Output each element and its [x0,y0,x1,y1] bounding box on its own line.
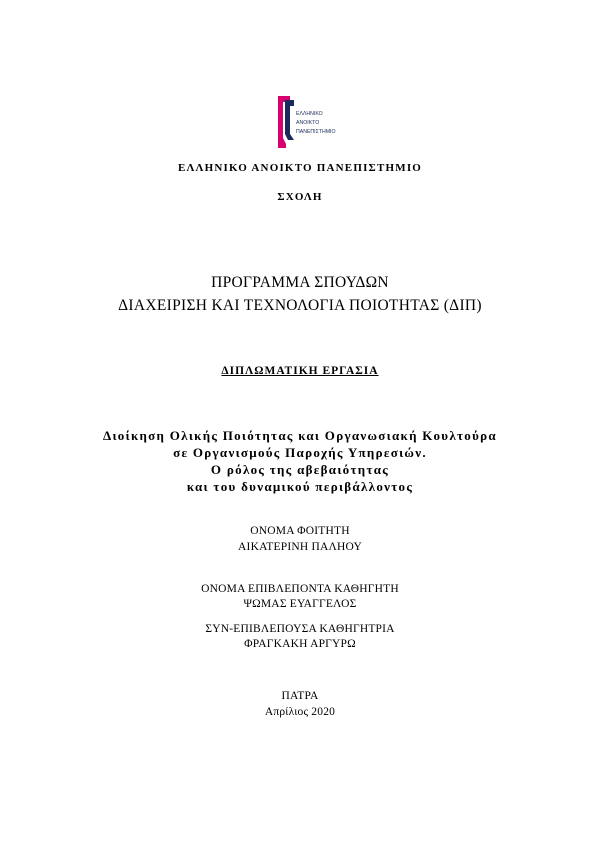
student-name: ΑΙΚΑΤΕΡΙΝΗ ΠΑΛΗΟΥ [238,541,362,553]
university-name: ΕΛΛΗΝΙΚΟ ΑΝΟΙΚΤΟ ΠΑΝΕΠΙΣΤΗΜΙΟ [177,162,423,174]
title-line-4: και του δυναμικού περιβάλλοντος [186,479,414,494]
program-line-2: ΔΙΑΧΕΙΡΙΣΗ ΚΑΙ ΤΕΧΝΟΛΟΓΙΑ ΠΟΙΟΤΗΤΑΣ (ΔΙΠ) [118,297,482,314]
title-line-1: Διοίκηση Ολικής Ποιότητας και Οργανωσιακή Κουλτούρα [103,428,497,443]
supervisor-name: ΨΩΜΑΣ ΕΥΑΓΓΕΛΟΣ [243,598,357,610]
logo-text-line-1: ΕΛΛΗΝΙΚΟ [296,111,323,117]
date: Απρίλιος 2020 [264,706,336,718]
program-line-1: ΠΡΟΓΡΑΜΜΑ ΣΠΟΥΔΩΝ [211,274,389,291]
logo-text-line-3: ΠΑΝΕΠΙΣΤΗΜΙΟ [296,129,336,135]
co-supervisor-label: ΣΥΝ-ΕΠΙΒΛΕΠΟΥΣΑ ΚΑΘΗΓΗΤΡΙΑ [205,623,395,635]
student-label: ΟΝΟΜΑ ΦΟΙΤΗΤΗ [250,525,350,537]
logo-navy-bracket [285,100,294,140]
title-line-2: σε Οργανισμούς Παροχής Υπηρεσιών. [173,445,427,460]
supervisor-label: ΟΝΟΜΑ ΕΠΙΒΛΕΠΟΝΤΑ ΚΑΘΗΓΗΤΗ [201,583,399,595]
school-name: ΣΧΟΛΗ [277,191,323,203]
city: ΠΑΤΡΑ [281,690,319,702]
co-supervisor-name: ΦΡΑΓΚΑΚΗ ΑΡΓΥΡΩ [244,638,356,650]
university-logo [276,94,336,150]
thesis-label: ΔΙΠΛΩΜΑΤΙΚΗ ΕΡΓΑΣΙΑ [221,365,379,377]
title-line-3: Ο ρόλος της αβεβαιότητας [210,462,390,477]
logo-text-line-2: ΑΝΟΙΚΤΟ [296,120,320,126]
